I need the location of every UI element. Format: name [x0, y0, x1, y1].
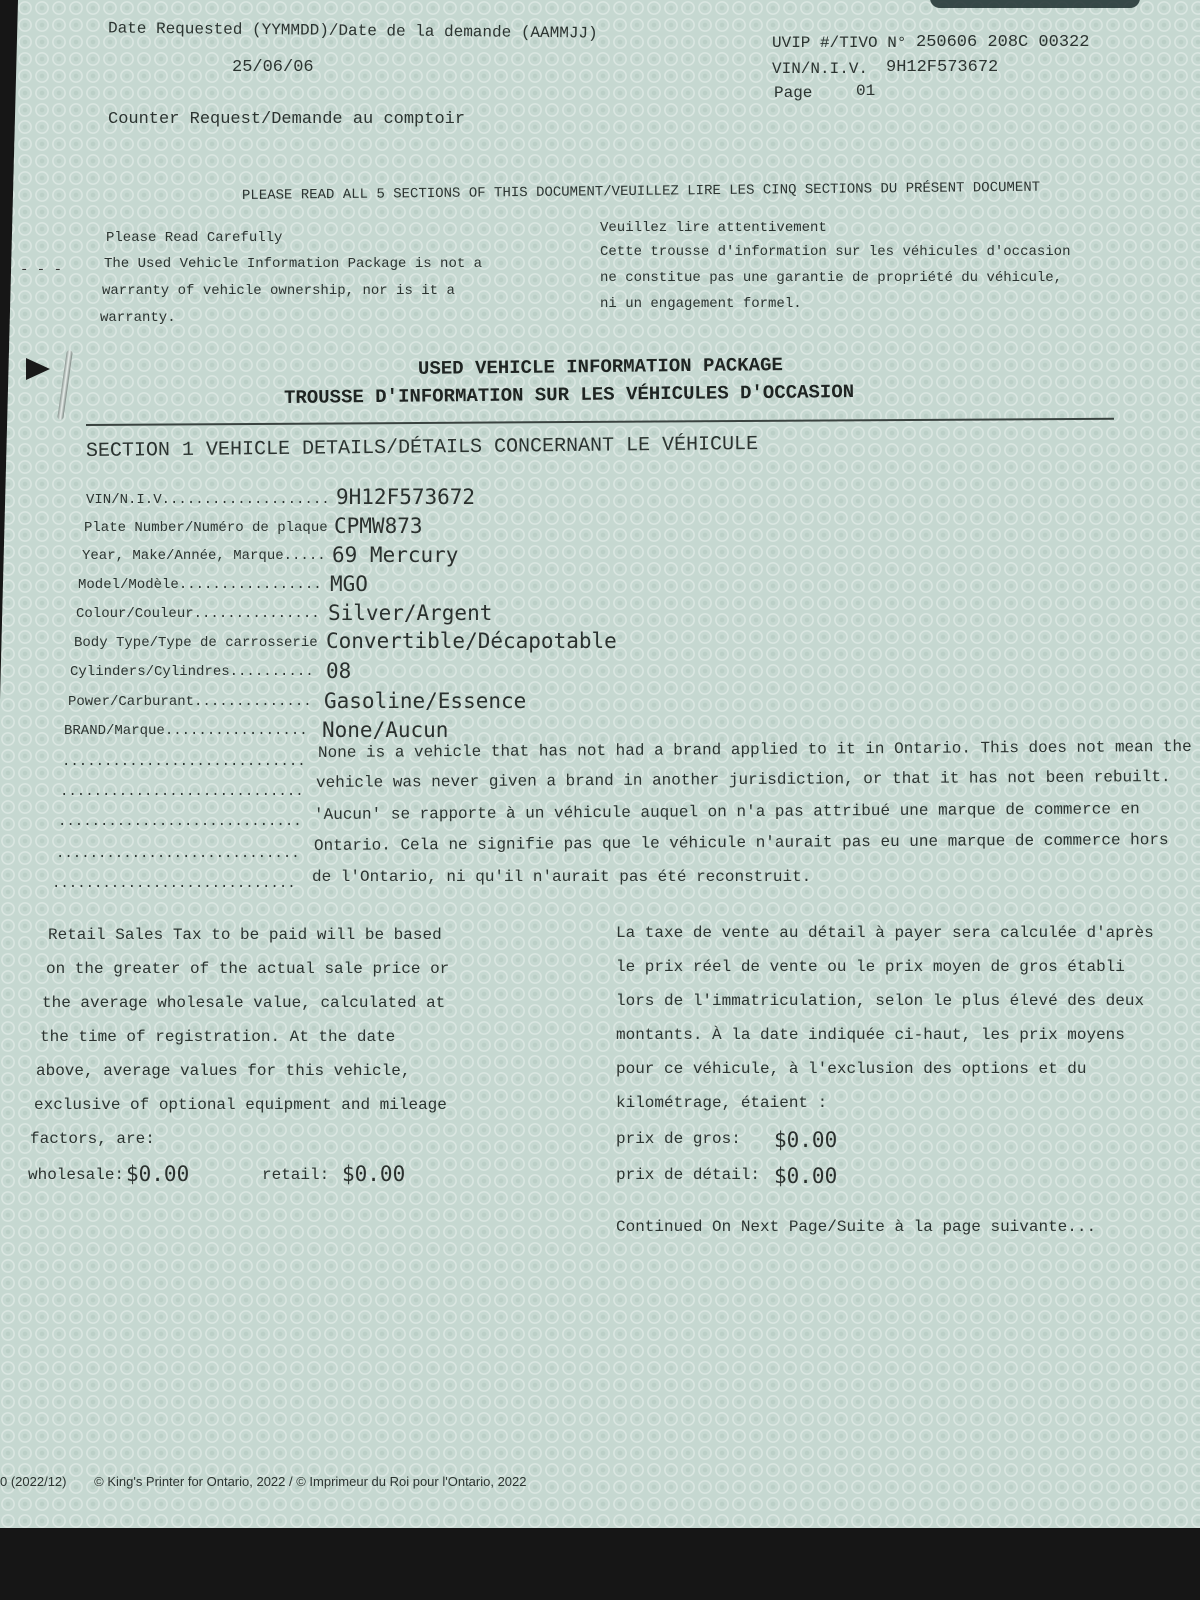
brand-note-leader: ............................. [58, 814, 302, 830]
disclaimer-en-line: warranty of vehicle ownership, nor is it a [102, 283, 455, 299]
footer [0, 1474, 527, 1489]
page-label: Page [774, 84, 813, 102]
tax-fr-line: kilométrage, étaient : [616, 1094, 828, 1112]
disclaimer-fr-line: Veuillez lire attentivement [600, 220, 827, 236]
tax-fr-line: La taxe de vente au détail à payer sera calculée d'après [616, 924, 1154, 942]
field-label-cylinders: Cylinders/Cylindres.......... [70, 664, 314, 680]
field-value-vin: 9H12F573672 [336, 485, 476, 509]
field-label-vin: VIN/N.I.V.................... [86, 492, 330, 508]
field-label-model: Model/Modèle................. [78, 577, 322, 593]
brand-note-leader: ............................. [60, 784, 304, 800]
date-requested-label: Date Requested (YYMMDD)/Date de la demande (AAMMJJ) [107, 19, 598, 43]
tax-en-line: the time of registration. At the date [40, 1028, 396, 1046]
field-label-body-type: Body Type/Type de carrosserie [74, 635, 318, 651]
field-label-colour: Colour/Couleur............... [76, 606, 320, 622]
header-vin-value: 9H12F573672 [886, 58, 999, 77]
tax-en-line: the average wholesale value, calculated at [42, 994, 446, 1012]
field-value-power: Gasoline/Essence [324, 689, 527, 713]
brand-note-leader: ............................. [62, 754, 306, 770]
prix-de-gros-label: prix de gros: [616, 1130, 741, 1148]
tax-fr-line: le prix réel de vente ou le prix moyen de gros établi [616, 958, 1125, 976]
form-code: 0 (2022/12) [0, 1474, 67, 1489]
prix-de-detail-label: prix de détail: [616, 1166, 761, 1184]
field-value-cylinders: 08 [326, 659, 352, 683]
field-value-body-type: Convertible/Décapotable [326, 629, 617, 653]
arrow-marker-icon [26, 358, 50, 380]
copyright: © King's Printer for Ontario, 2022 / © Imprimeur du Roi pour l'Ontario, 2022 [94, 1474, 527, 1489]
tax-fr-line: lors de l'immatriculation, selon le plus élevé des deux [616, 992, 1145, 1010]
field-value-brand: None/Aucun [322, 718, 449, 742]
ontario-logo [930, 0, 1140, 8]
brand-note-line: Ontario. Cela ne signifie pas que le véhicule n'aurait pas eu une marque de commerce hors [313, 831, 1169, 855]
counter-request: Counter Request/Demande au comptoir [108, 110, 466, 129]
title-fr: TROUSSE D'INFORMATION SUR LES VÉHICULES D'OCCASION [283, 381, 855, 409]
disclaimer-fr-line: ne constitue pas une garantie de propriété du véhicule, [600, 270, 1063, 286]
field-label-brand: BRAND/Marque................. [64, 723, 308, 739]
brand-note-line: de l'Ontario, ni qu'il n'aurait pas été reconstruit. [312, 868, 812, 886]
retail-value: $0.00 [342, 1162, 406, 1186]
brand-note-leader: ............................. [52, 876, 296, 892]
continued-note: Continued On Next Page/Suite à la page suivante... [616, 1218, 1097, 1236]
fold-mark: - - - [20, 262, 63, 278]
disclaimer-fr-line: Cette trousse d'information sur les véhicules d'occasion [600, 244, 1071, 260]
tax-en-line: above, average values for this vehicle, [36, 1062, 411, 1080]
date-requested-value: 25/06/06 [232, 58, 314, 77]
read-all-sections-notice: PLEASE READ ALL 5 SECTIONS OF THIS DOCUMENT/VEUILLEZ LIRE LES CINQ SECTIONS DU PRÉSENT DOCUMENT [241, 179, 1041, 204]
tax-fr-line: pour ce véhicule, à l'exclusion des options et du [616, 1060, 1087, 1078]
tax-en-line: exclusive of optional equipment and mileage [34, 1096, 447, 1114]
section1-heading: SECTION 1 VEHICLE DETAILS/DÉTAILS CONCERNANT LE VÉHICULE [85, 432, 759, 463]
tax-en-line: on the greater of the actual sale price or [46, 960, 450, 978]
brand-note-line: 'Aucun' se rapporte à un véhicule auquel on n'a pas attribué une marque de commerce en [313, 800, 1140, 824]
brand-note-leader: ............................. [56, 846, 300, 862]
tax-en-line: factors, are: [30, 1130, 155, 1148]
disclaimer-fr-line: ni un engagement formel. [600, 296, 802, 312]
disclaimer-en-line: Please Read Carefully [106, 230, 283, 246]
prix-de-detail-value: $0.00 [774, 1164, 838, 1188]
tax-en-line: Retail Sales Tax to be paid will be based [48, 926, 442, 944]
prix-de-gros-value: $0.00 [774, 1128, 838, 1152]
wholesale-value: $0.00 [126, 1162, 190, 1186]
tax-fr-line: montants. À la date indiquée ci-haut, les prix moyens [616, 1026, 1125, 1044]
header-vin-label: VIN/N.I.V. [772, 60, 869, 78]
field-label-plate: Plate Number/Numéro de plaque [84, 520, 328, 536]
brand-note-line: vehicle was never given a brand in another jurisdiction, or that it has not been rebuilt. [315, 768, 1171, 792]
field-value-year-make: 69 Mercury [332, 543, 459, 567]
disclaimer-en-line: warranty. [100, 310, 176, 326]
brand-note-line: None is a vehicle that has not had a brand applied to it in Ontario. This does not mean the [317, 737, 1192, 762]
title-en: USED VEHICLE INFORMATION PACKAGE [417, 354, 783, 380]
uvip-label: UVIP #/TIVO N° [772, 34, 907, 52]
field-value-model: MGO [330, 572, 368, 596]
wholesale-label: wholesale: [28, 1166, 125, 1184]
page-number: 01 [856, 82, 876, 100]
disclaimer-en-line: The Used Vehicle Information Package is not a [104, 256, 483, 272]
field-value-plate: CPMW873 [334, 514, 423, 538]
field-label-power: Power/Carburant.............. [68, 694, 312, 710]
uvip-value: 250606 208C 00322 [916, 33, 1090, 52]
field-label-year-make: Year, Make/Année, Marque..... [82, 548, 326, 564]
field-value-colour: Silver/Argent [328, 601, 493, 625]
retail-label: retail: [262, 1166, 330, 1184]
